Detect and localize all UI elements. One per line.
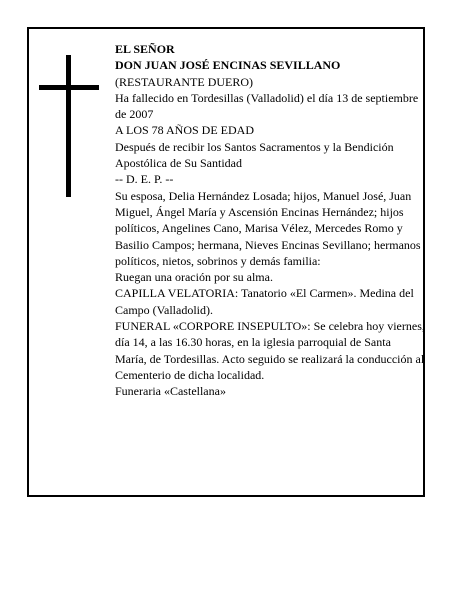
death-info: Ha fallecido en Tordesillas (Valladolid) el día 13 de septiembre de 2007 bbox=[115, 90, 419, 122]
rip-line: -- D. E. P. -- bbox=[115, 172, 174, 187]
family-list: Su esposa, Delia Hernández Losada; hijos, Manuel José, Juan Miguel, Ángel María y Ascensión Encinas Hernández; hijos políticos, Angelines Cano, Marisa Vélez, Mercedes Romo y Basilio Campos; hermana, Nieves Encinas Sevillano; hermanos políticos, nietos, sobrinos y demás familia: bbox=[115, 188, 421, 268]
funeral-info: FUNERAL «CORPORE INSEPULTO»: Se celebra hoy viernes, día 14, a las 16.30 horas, en la iglesia parroquial de Santa María, de Tordesillas. Acto seguido se realizará la conducción al Cementerio de dicha localidad. bbox=[115, 319, 425, 382]
obituary-text bbox=[115, 41, 425, 400]
prayer-request: Ruegan una oración por su alma. bbox=[115, 270, 273, 285]
obituary-notice-frame bbox=[27, 27, 425, 497]
notice-heading: EL SEÑOR bbox=[115, 42, 175, 56]
chapel-info: CAPILLA VELATORIA: Tanatorio «El Carmen». Medina del Campo (Valladolid). bbox=[115, 286, 414, 317]
business-name: (RESTAURANTE DUERO) bbox=[115, 74, 254, 89]
funeral-home: Funeraria «Castellana» bbox=[115, 384, 226, 399]
latin-cross-icon bbox=[39, 55, 99, 197]
cross-horizontal-bar bbox=[39, 85, 99, 90]
age-line: A LOS 78 AÑOS DE EDAD bbox=[115, 123, 255, 138]
cross-vertical-bar bbox=[66, 55, 71, 197]
deceased-name: DON JUAN JOSÉ ENCINAS SEVILLANO bbox=[115, 58, 341, 73]
sacraments-line: Después de recibir los Santos Sacramentos y la Bendición Apostólica de Su Santidad bbox=[115, 139, 394, 171]
